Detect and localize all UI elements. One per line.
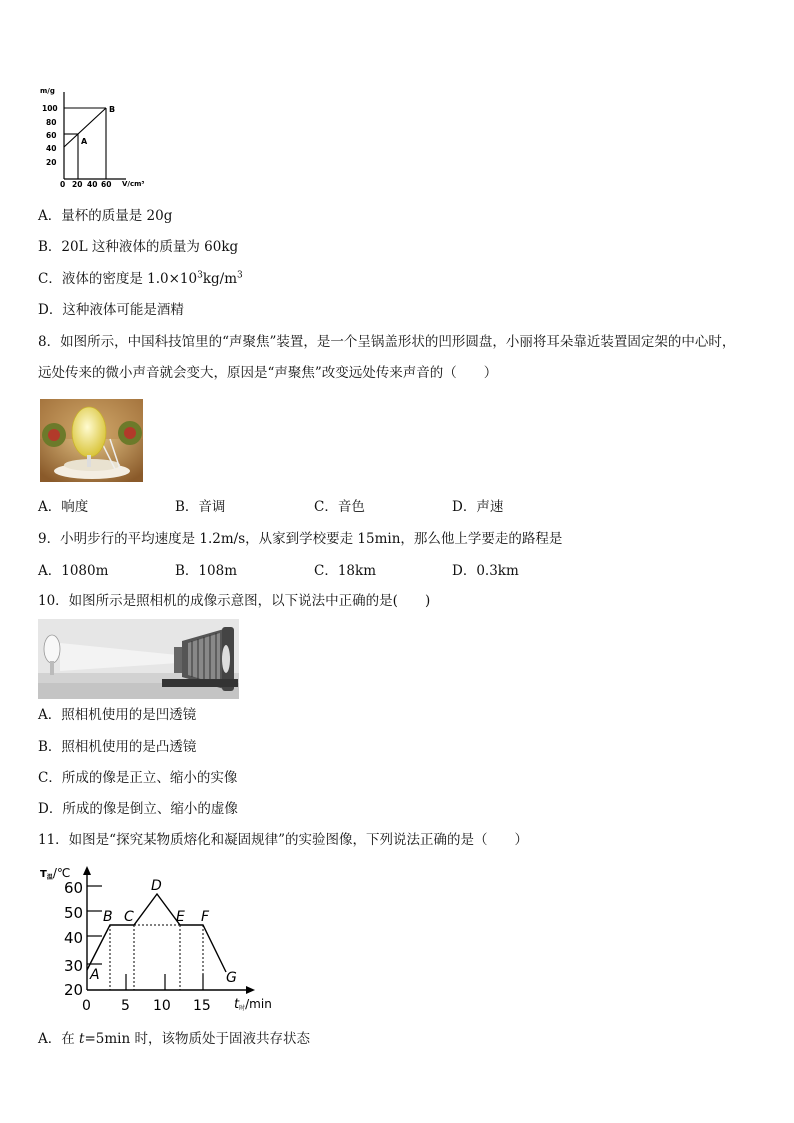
y-axis-label: m/g — [40, 87, 55, 95]
mass-volume-graph — [36, 84, 156, 190]
q11-option-a — [38, 1030, 310, 1048]
x-tick-20: 20 — [72, 180, 83, 189]
y-tick-40: 40 — [64, 929, 84, 947]
x-axis-label: t时/min — [234, 997, 272, 1012]
x-tick-5: 5 — [121, 998, 130, 1014]
point-f-label: F — [201, 909, 210, 925]
q10-option-a: A．照相机使用的是凹透镜 — [38, 707, 197, 723]
camera-imaging-diagram — [38, 619, 239, 699]
q8-option-c: C．音色 — [314, 499, 365, 515]
y-tick-40: 40 — [46, 144, 57, 153]
q9-stem: 9．小明步行的平均速度是 1.2m/s，从家到学校要走 15min，那么他上学要走的路程是 — [38, 531, 563, 547]
q7-option-c-unit-exponent: 3 — [237, 270, 243, 281]
q7-option-a: A．量杯的质量是 20g — [38, 208, 173, 224]
x-axis-label: V/cm³ — [122, 180, 145, 188]
x-tick-10: 10 — [153, 998, 171, 1014]
q8-option-a: A．响度 — [38, 499, 89, 515]
q11-option-a-suffix: =5min 时，该物质处于固液共存状态 — [84, 1031, 310, 1047]
x-tick-0: 0 — [60, 180, 66, 189]
q7-option-d: D．这种液体可能是酒精 — [38, 302, 184, 318]
melting-curve-graph — [36, 862, 296, 1020]
q9-option-a: A．1080m — [38, 563, 109, 579]
q10-option-d: D．所成的像是倒立、缩小的虚像 — [38, 801, 238, 817]
q10-option-b: B．照相机使用的是凸透镜 — [38, 739, 197, 755]
x-tick-40: 40 — [87, 180, 98, 189]
q9-option-d: D．0.3km — [452, 563, 519, 579]
point-b-label: B — [109, 105, 116, 114]
q7-option-c-exponent: 3 — [197, 270, 203, 281]
q10-stem: 10．如图所示是照相机的成像示意图，以下说法中正确的是( ) — [38, 593, 431, 609]
q11-option-a-prefix: A．在 — [38, 1031, 80, 1047]
x-tick-15: 15 — [193, 998, 211, 1014]
q7-option-c — [38, 270, 243, 288]
point-g-label: G — [226, 970, 237, 986]
q8-option-b: B．音调 — [175, 499, 226, 515]
point-b-label: B — [103, 909, 113, 925]
point-c-label: C — [124, 909, 134, 925]
q9-option-b: B．108m — [175, 563, 237, 579]
q7-option-c-text: C．液体的密度是 1.0×10 — [38, 271, 198, 287]
point-a-label: A — [90, 967, 100, 983]
y-tick-60: 60 — [64, 879, 84, 897]
q9-option-c: C．18km — [314, 563, 376, 579]
point-d-label: D — [151, 878, 162, 894]
q11-stem: 11．如图是“探究某物质熔化和凝固规律”的实验图像，下列说法正确的是（ ） — [38, 832, 528, 848]
point-e-label: E — [176, 909, 185, 925]
y-tick-100: 100 — [42, 104, 58, 113]
y-tick-80: 80 — [46, 118, 57, 127]
q11-option-a-var: t — [79, 1031, 85, 1047]
y-tick-30: 30 — [64, 957, 84, 975]
y-axis-label: $T_温/℃$ — [40, 866, 71, 881]
y-tick-20: 20 — [46, 158, 57, 167]
y-tick-20: 20 — [64, 981, 84, 999]
x-tick-0: 0 — [82, 998, 91, 1014]
q8-stem-line1: 8．如图所示，中国科技馆里的“声聚焦”装置，是一个呈锅盖形状的凹形圆盘，小丽将耳朵靠近装置固定架的中心时， — [38, 334, 736, 350]
q8-option-d: D．声速 — [452, 499, 504, 515]
sound-focus-photo — [40, 399, 143, 482]
q7-option-c-unit: kg/m — [202, 271, 237, 287]
q10-option-c: C．所成的像是正立、缩小的实像 — [38, 770, 238, 786]
x-tick-60: 60 — [101, 180, 112, 189]
y-tick-60: 60 — [46, 131, 57, 140]
point-a-label: A — [81, 137, 88, 146]
q8-stem-line2: 远处传来的微小声音就会变大，原因是“声聚焦”改变远处传来声音的（ ） — [38, 365, 498, 381]
q7-option-b: B．20L 这种液体的质量为 60kg — [38, 239, 239, 255]
y-tick-50: 50 — [64, 904, 84, 922]
